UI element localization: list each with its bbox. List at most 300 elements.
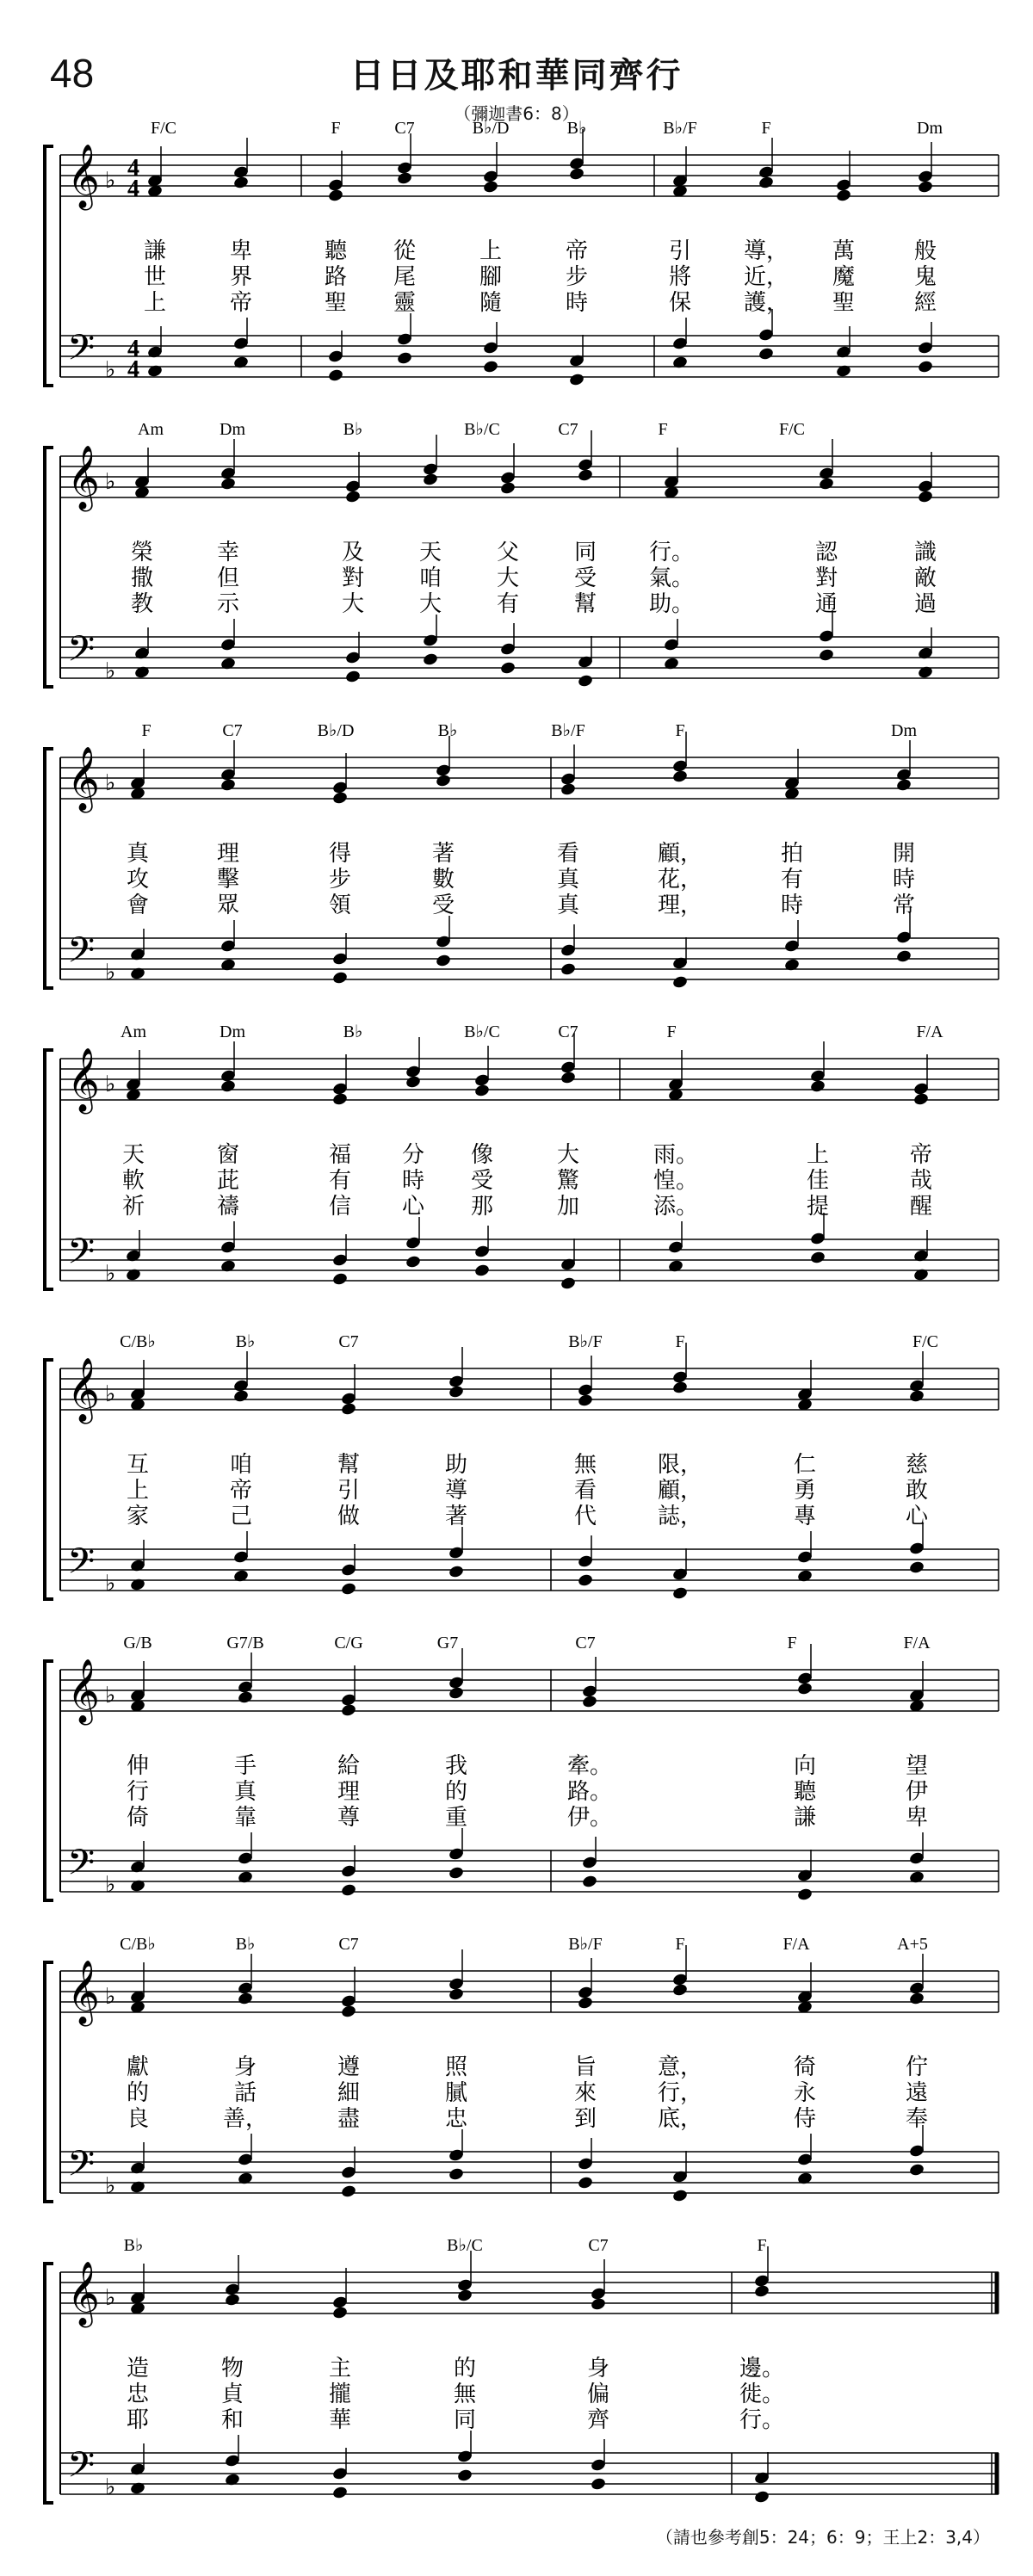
bass-notehead bbox=[133, 665, 150, 680]
treble-clef-icon: 𝄞 bbox=[67, 2262, 100, 2326]
time-signature-bottom: 4 bbox=[127, 176, 139, 202]
lyric-syllable: 聽 bbox=[793, 1779, 817, 1805]
lyric-syllable: 通 bbox=[814, 591, 838, 617]
bass-notehead bbox=[232, 1569, 249, 1584]
lyric-syllable: 鬼 bbox=[913, 264, 937, 290]
key-signature-flat: ♭ bbox=[105, 2474, 116, 2500]
lyric-syllable: 家 bbox=[126, 1504, 150, 1529]
lyric-syllable: 從 bbox=[393, 238, 417, 264]
lyric-syllable: 意， bbox=[657, 2054, 703, 2080]
treble-notehead bbox=[835, 188, 851, 203]
bass-notehead bbox=[590, 2477, 606, 2492]
lyric-syllable: 過 bbox=[913, 591, 937, 617]
lyric-syllable: 幫 bbox=[573, 591, 597, 617]
lyric-syllable: 但 bbox=[216, 565, 240, 591]
treble-notehead bbox=[224, 2293, 240, 2307]
lyric-syllable: 顧， bbox=[657, 841, 703, 867]
lyric-syllable: 魔 bbox=[832, 264, 856, 290]
bass-notehead bbox=[435, 954, 451, 968]
lyric-syllable: 到 bbox=[573, 2106, 597, 2132]
lyric-syllable: 無 bbox=[453, 2381, 477, 2407]
chord-symbol: B♭/C bbox=[447, 2236, 483, 2255]
system-bracket bbox=[45, 146, 53, 386]
system-8 bbox=[45, 2236, 999, 2504]
treble-notehead bbox=[560, 1071, 576, 1085]
treble-notehead bbox=[809, 1079, 826, 1094]
lyric-syllable: 互 bbox=[126, 1452, 150, 1478]
lyric-syllable: 眾 bbox=[216, 893, 240, 918]
lyric-syllable: 重 bbox=[444, 1805, 468, 1831]
bass-notehead bbox=[499, 661, 516, 676]
hymn-title: 日日及耶和華同齊行 bbox=[349, 56, 684, 96]
lyric-syllable: 行， bbox=[657, 2080, 703, 2106]
lyric-syllable: 謙 bbox=[143, 238, 167, 264]
lyric-syllable: 聖 bbox=[324, 290, 348, 316]
chord-symbol: B♭/F bbox=[551, 721, 585, 740]
treble-notehead bbox=[232, 176, 249, 190]
lyric-syllable: 心 bbox=[905, 1504, 929, 1529]
lyric-syllable: 時 bbox=[565, 290, 589, 316]
bass-notehead bbox=[327, 368, 343, 383]
treble-clef-icon: 𝄞 bbox=[67, 1048, 100, 1112]
bass-notehead bbox=[783, 958, 800, 973]
lyric-syllable: 專 bbox=[793, 1504, 817, 1529]
bass-notehead bbox=[577, 2176, 593, 2190]
chord-symbol: B♭/D bbox=[317, 721, 355, 740]
lyric-syllable: 大 bbox=[496, 565, 520, 591]
key-signature-flat: ♭ bbox=[105, 1872, 116, 1898]
lyric-syllable: 軟 bbox=[121, 1168, 145, 1194]
bass-notehead bbox=[331, 971, 348, 985]
treble-notehead bbox=[671, 1983, 688, 1998]
lyric-syllable: 數 bbox=[431, 867, 455, 893]
key-signature-flat: ♭ bbox=[105, 357, 116, 383]
bass-notehead bbox=[237, 2171, 253, 2186]
lyric-syllable: 慈 bbox=[905, 1452, 929, 1478]
bass-notehead bbox=[835, 364, 851, 379]
chord-symbol: F/C bbox=[778, 420, 806, 439]
treble-notehead bbox=[340, 1703, 356, 1718]
bass-notehead bbox=[908, 2163, 925, 2178]
chord-symbol: C7 bbox=[338, 1332, 359, 1351]
treble-notehead bbox=[577, 1996, 593, 2011]
bass-notehead bbox=[671, 975, 688, 990]
bass-notehead bbox=[577, 674, 593, 689]
lyric-syllable: 膩 bbox=[444, 2080, 468, 2106]
bass-notehead bbox=[482, 360, 498, 374]
lyric-syllable: 提 bbox=[806, 1194, 830, 1220]
chord-symbol: C/G bbox=[334, 1634, 363, 1652]
lyric-syllable: 顧， bbox=[657, 1478, 703, 1504]
bass-notehead bbox=[220, 657, 236, 671]
lyric-syllable: 佳 bbox=[806, 1168, 830, 1194]
lyric-syllable: 哉 bbox=[909, 1168, 933, 1194]
lyric-syllable: 助。 bbox=[648, 591, 695, 617]
lyric-syllable: 攻 bbox=[126, 867, 150, 893]
lyric-syllable: 幫 bbox=[337, 1452, 361, 1478]
lyric-syllable: 身 bbox=[586, 2356, 610, 2381]
lyric-syllable: 真 bbox=[556, 893, 580, 918]
treble-notehead bbox=[917, 490, 933, 504]
lyric-syllable: 步 bbox=[565, 264, 589, 290]
key-signature-flat: ♭ bbox=[105, 658, 116, 684]
lyric-syllable: 信 bbox=[328, 1194, 352, 1220]
lyric-syllable: 將 bbox=[668, 264, 692, 290]
lyric-syllable: 花， bbox=[657, 867, 703, 893]
lyric-syllable: 盡 bbox=[337, 2106, 361, 2132]
key-signature-flat: ♭ bbox=[105, 2173, 116, 2199]
lyric-syllable: 給 bbox=[337, 1753, 361, 1779]
treble-clef-icon: 𝄞 bbox=[67, 446, 100, 510]
chord-symbol: Dm bbox=[917, 119, 943, 138]
chord-symbol: F bbox=[666, 1022, 677, 1041]
bass-clef-icon: 𝄢 bbox=[67, 930, 96, 979]
lyric-syllable: 善， bbox=[222, 2106, 269, 2132]
chord-symbol: F bbox=[787, 1634, 797, 1652]
chord-symbol: B♭ bbox=[235, 1332, 256, 1351]
treble-notehead bbox=[581, 1695, 597, 1709]
lyric-syllable: 物 bbox=[220, 2356, 244, 2381]
bass-notehead bbox=[129, 2481, 145, 2496]
lyric-syllable: 像 bbox=[470, 1142, 494, 1168]
lyric-syllable: 教 bbox=[130, 591, 154, 617]
chord-symbol: F/A bbox=[903, 1634, 931, 1652]
bass-notehead bbox=[581, 1875, 597, 1889]
lyric-syllable: 帝 bbox=[229, 1478, 253, 1504]
chord-symbol: G/B bbox=[123, 1634, 152, 1652]
lyric-syllable: 華 bbox=[328, 2407, 352, 2433]
lyric-syllable: 攏 bbox=[328, 2381, 352, 2407]
treble-notehead bbox=[331, 1092, 348, 1107]
bass-clef-icon: 𝄢 bbox=[67, 2444, 96, 2494]
lyric-syllable: 雨。 bbox=[653, 1142, 699, 1168]
lyric-syllable: 護， bbox=[743, 290, 789, 316]
lyric-syllable: 向 bbox=[793, 1753, 817, 1779]
bass-notehead bbox=[340, 1582, 356, 1597]
lyric-syllable: 獻 bbox=[126, 2054, 150, 2080]
treble-clef-icon: 𝄞 bbox=[67, 747, 100, 811]
treble-notehead bbox=[435, 774, 451, 788]
system-bracket bbox=[45, 448, 53, 687]
bass-notehead bbox=[125, 1268, 141, 1282]
lyric-syllable: 及 bbox=[341, 540, 365, 565]
key-signature-flat: ♭ bbox=[105, 1072, 116, 1097]
scripture-reference: （彌迦書6：8） bbox=[454, 103, 579, 124]
treble-notehead bbox=[220, 477, 236, 491]
lyric-syllable: 腳 bbox=[479, 264, 503, 290]
lyric-syllable: 開 bbox=[892, 841, 916, 867]
lyric-syllable: 勇 bbox=[793, 1478, 817, 1504]
lyric-syllable: 伊。 bbox=[566, 1805, 613, 1831]
lyric-syllable: 佇 bbox=[905, 2054, 929, 2080]
lyric-syllable: 大 bbox=[341, 591, 365, 617]
bass-notehead bbox=[917, 665, 933, 680]
treble-notehead bbox=[331, 2306, 348, 2320]
lyric-syllable: 會 bbox=[126, 893, 150, 918]
bass-notehead bbox=[448, 2167, 464, 2182]
lyric-syllable: 氣。 bbox=[648, 565, 695, 591]
lyric-syllable: 徛 bbox=[793, 2054, 817, 2080]
lyric-syllable: 做 bbox=[337, 1504, 361, 1529]
lyric-syllable: 識 bbox=[913, 540, 937, 565]
treble-notehead bbox=[758, 176, 774, 190]
treble-notehead bbox=[671, 1381, 688, 1395]
bass-clef-icon: 𝄢 bbox=[67, 1541, 96, 1591]
lyric-syllable: 助 bbox=[444, 1452, 468, 1478]
lyric-syllable: 得 bbox=[328, 841, 352, 867]
treble-clef-icon: 𝄞 bbox=[67, 1659, 100, 1723]
chord-symbol: B♭/C bbox=[464, 420, 500, 439]
lyric-syllable: 有 bbox=[328, 1168, 352, 1194]
lyric-syllable: 旨 bbox=[573, 2054, 597, 2080]
chord-symbol: C7 bbox=[558, 420, 578, 439]
key-signature-flat: ♭ bbox=[105, 168, 116, 194]
chord-symbol: Dm bbox=[220, 1022, 245, 1041]
lyric-syllable: 遠 bbox=[905, 2080, 929, 2106]
lyric-syllable: 受 bbox=[573, 565, 597, 591]
key-signature-flat: ♭ bbox=[105, 770, 116, 796]
treble-notehead bbox=[912, 1092, 929, 1107]
lyric-syllable: 天 bbox=[418, 540, 442, 565]
bass-notehead bbox=[237, 1870, 253, 1885]
lyric-syllable: 照 bbox=[444, 2054, 468, 2080]
system-7 bbox=[45, 1935, 999, 2202]
lyric-syllable: 路 bbox=[324, 264, 348, 290]
lyric-syllable: 聽 bbox=[324, 238, 348, 264]
bass-notehead bbox=[917, 360, 933, 374]
lyric-syllable: 真 bbox=[233, 1779, 257, 1805]
lyric-syllable: 同 bbox=[453, 2407, 477, 2433]
bass-notehead bbox=[405, 1255, 421, 1269]
lyric-syllable: 敵 bbox=[913, 565, 937, 591]
lyric-syllable: 咱 bbox=[418, 565, 442, 591]
chord-symbol: Am bbox=[138, 420, 164, 439]
lyric-syllable: 常 bbox=[892, 893, 916, 918]
lyric-syllable: 天 bbox=[121, 1142, 145, 1168]
lyric-syllable: 尾 bbox=[393, 264, 417, 290]
bass-notehead bbox=[577, 1573, 593, 1588]
bass-notehead bbox=[422, 652, 438, 667]
system-bracket bbox=[45, 2264, 53, 2503]
chord-symbol: F bbox=[761, 119, 771, 138]
lyric-syllable: 聖 bbox=[832, 290, 856, 316]
lyric-syllable: 上 bbox=[479, 238, 503, 264]
lyric-syllable: 導， bbox=[743, 238, 789, 264]
chord-symbol: B♭ bbox=[235, 1935, 256, 1954]
lyric-syllable: 謙 bbox=[793, 1805, 817, 1831]
lyric-syllable: 醒 bbox=[909, 1194, 933, 1220]
lyric-syllable: 奉 bbox=[905, 2106, 929, 2132]
system-1 bbox=[45, 119, 999, 386]
key-signature-flat: ♭ bbox=[105, 1381, 116, 1407]
treble-notehead bbox=[340, 1402, 356, 1417]
chord-symbol: F/C bbox=[912, 1332, 939, 1351]
lyric-syllable: 徙。 bbox=[739, 2381, 785, 2407]
bass-notehead bbox=[796, 1569, 813, 1584]
lyric-syllable: 父 bbox=[496, 540, 520, 565]
lyric-syllable: 受 bbox=[431, 893, 455, 918]
bass-notehead bbox=[129, 2180, 145, 2195]
bass-notehead bbox=[344, 670, 361, 684]
treble-notehead bbox=[560, 782, 576, 797]
lyric-syllable: 引 bbox=[337, 1478, 361, 1504]
treble-notehead bbox=[818, 477, 834, 491]
bass-notehead bbox=[560, 1276, 576, 1291]
chord-symbol: F bbox=[331, 119, 341, 138]
lyric-syllable: 伊 bbox=[905, 1779, 929, 1805]
lyric-syllable: 禱 bbox=[216, 1194, 240, 1220]
chord-symbol: F bbox=[675, 721, 685, 740]
bass-notehead bbox=[671, 1586, 688, 1601]
bass-notehead bbox=[456, 2468, 473, 2483]
time-signature-top: 4 bbox=[127, 155, 139, 182]
chord-symbol: C7 bbox=[222, 721, 243, 740]
bass-notehead bbox=[912, 1268, 929, 1282]
chord-symbol: B♭/D bbox=[472, 119, 510, 138]
time-signature-bottom: 4 bbox=[127, 356, 139, 383]
key-signature-flat: ♭ bbox=[105, 469, 116, 495]
system-bracket bbox=[45, 749, 53, 988]
chord-symbol: C7 bbox=[575, 1634, 596, 1652]
bass-notehead bbox=[473, 1263, 490, 1278]
lyric-syllable: 永 bbox=[793, 2080, 817, 2106]
lyric-syllable: 身 bbox=[233, 2054, 257, 2080]
chord-symbol: C7 bbox=[558, 1022, 578, 1041]
lyric-syllable: 福 bbox=[328, 1142, 352, 1168]
bass-notehead bbox=[796, 1887, 813, 1902]
lyric-syllable: 帝 bbox=[909, 1142, 933, 1168]
lyric-syllable: 大 bbox=[556, 1142, 580, 1168]
lyric-syllable: 卑 bbox=[905, 1805, 929, 1831]
lyric-syllable: 導 bbox=[444, 1478, 468, 1504]
chord-symbol: B♭ bbox=[437, 721, 458, 740]
bass-notehead bbox=[448, 1565, 464, 1579]
lyric-syllable: 帝 bbox=[565, 238, 589, 264]
key-signature-flat: ♭ bbox=[105, 1984, 116, 2010]
lyric-syllable: 引 bbox=[668, 238, 692, 264]
lyric-syllable: 造 bbox=[126, 2356, 150, 2381]
lyric-syllable: 茈 bbox=[216, 1168, 240, 1194]
system-3 bbox=[45, 721, 999, 989]
lyric-syllable: 上 bbox=[143, 290, 167, 316]
treble-notehead bbox=[908, 1992, 925, 2006]
lyric-syllable: 望 bbox=[905, 1753, 929, 1779]
bass-clef-icon: 𝄢 bbox=[67, 2143, 96, 2193]
treble-notehead bbox=[396, 171, 412, 186]
key-signature-flat: ♭ bbox=[105, 960, 116, 985]
treble-notehead bbox=[473, 1084, 490, 1098]
treble-notehead bbox=[237, 1992, 253, 2006]
lyric-syllable: 和 bbox=[220, 2407, 244, 2433]
bass-notehead bbox=[448, 1866, 464, 1881]
chord-symbol: Dm bbox=[891, 721, 917, 740]
treble-notehead bbox=[482, 180, 498, 195]
lyric-syllable: 細 bbox=[337, 2080, 361, 2106]
system-bracket bbox=[45, 1962, 53, 2202]
treble-notehead bbox=[456, 2289, 473, 2303]
system-bracket bbox=[45, 1661, 53, 1900]
chord-symbol: B♭ bbox=[566, 119, 587, 138]
footnote-references: （請也參考創5：24；6：9；王上2：3,4） bbox=[655, 2527, 990, 2548]
bass-notehead bbox=[224, 2473, 240, 2487]
bass-notehead bbox=[796, 2171, 813, 2186]
lyric-syllable: 著 bbox=[431, 841, 455, 867]
chord-symbol: B♭ bbox=[343, 420, 363, 439]
lyric-syllable: 撒 bbox=[130, 565, 154, 591]
treble-clef-icon: 𝄞 bbox=[67, 145, 100, 208]
lyric-syllable: 經 bbox=[913, 290, 937, 316]
bass-notehead bbox=[895, 949, 912, 964]
treble-notehead bbox=[568, 167, 585, 182]
bass-clef-icon: 𝄢 bbox=[67, 628, 96, 678]
bass-clef-icon: 𝄢 bbox=[67, 1231, 96, 1281]
lyric-syllable: 忠 bbox=[444, 2106, 468, 2132]
bass-notehead bbox=[340, 2184, 356, 2199]
chord-symbol: F bbox=[757, 2236, 767, 2255]
bass-notehead bbox=[232, 355, 249, 370]
system-2 bbox=[45, 420, 999, 688]
chord-symbol: B♭ bbox=[343, 1022, 363, 1041]
hymn-number: 48 bbox=[50, 51, 95, 96]
treble-notehead bbox=[340, 2005, 356, 2019]
treble-notehead bbox=[220, 1079, 236, 1094]
lyric-syllable: 主 bbox=[328, 2356, 352, 2381]
lyric-syllable: 手 bbox=[233, 1753, 257, 1779]
bass-notehead bbox=[340, 1883, 356, 1898]
lyric-syllable: 大 bbox=[418, 591, 442, 617]
lyric-syllable: 時 bbox=[401, 1168, 425, 1194]
treble-notehead bbox=[237, 1690, 253, 1705]
bass-notehead bbox=[129, 1578, 145, 1592]
lyric-syllable: 保 bbox=[668, 290, 692, 316]
lyric-syllable: 咱 bbox=[229, 1452, 253, 1478]
lyric-syllable: 領 bbox=[328, 893, 352, 918]
chord-symbol: B♭/F bbox=[663, 119, 697, 138]
lyric-syllable: 齊 bbox=[586, 2407, 610, 2433]
lyric-syllable: 對 bbox=[341, 565, 365, 591]
chord-symbol: B♭/F bbox=[568, 1332, 603, 1351]
lyric-syllable: 尊 bbox=[337, 1805, 361, 1831]
bass-notehead bbox=[331, 2486, 348, 2500]
lyric-syllable: 界 bbox=[229, 264, 253, 290]
bass-notehead bbox=[568, 373, 585, 387]
treble-notehead bbox=[327, 188, 343, 203]
lyric-syllable: 添。 bbox=[653, 1194, 699, 1220]
lyric-syllable: 代 bbox=[573, 1504, 597, 1529]
treble-notehead bbox=[448, 1385, 464, 1399]
lyric-syllable: 時 bbox=[892, 867, 916, 893]
bass-notehead bbox=[758, 347, 774, 361]
bass-notehead bbox=[671, 2189, 688, 2203]
lyric-syllable: 時 bbox=[780, 893, 804, 918]
lyric-syllable: 分 bbox=[401, 1142, 425, 1168]
chord-symbol: C7 bbox=[588, 2236, 609, 2255]
treble-notehead bbox=[577, 468, 593, 483]
lyric-syllable: 看 bbox=[556, 841, 580, 867]
lyric-syllable: 靈 bbox=[393, 290, 417, 316]
time-signature-top: 4 bbox=[127, 336, 139, 362]
system-bracket bbox=[45, 1050, 53, 1289]
lyric-syllable: 伸 bbox=[126, 1753, 150, 1779]
lyric-syllable: 貞 bbox=[220, 2381, 244, 2407]
system-bracket bbox=[45, 1360, 53, 1599]
treble-notehead bbox=[895, 778, 912, 793]
lyric-syllable: 世 bbox=[143, 264, 167, 290]
lyric-syllable: 幸 bbox=[216, 540, 240, 565]
lyric-syllable: 耶 bbox=[126, 2407, 150, 2433]
lyric-syllable: 誌， bbox=[657, 1504, 703, 1529]
bass-notehead bbox=[908, 1870, 925, 1885]
